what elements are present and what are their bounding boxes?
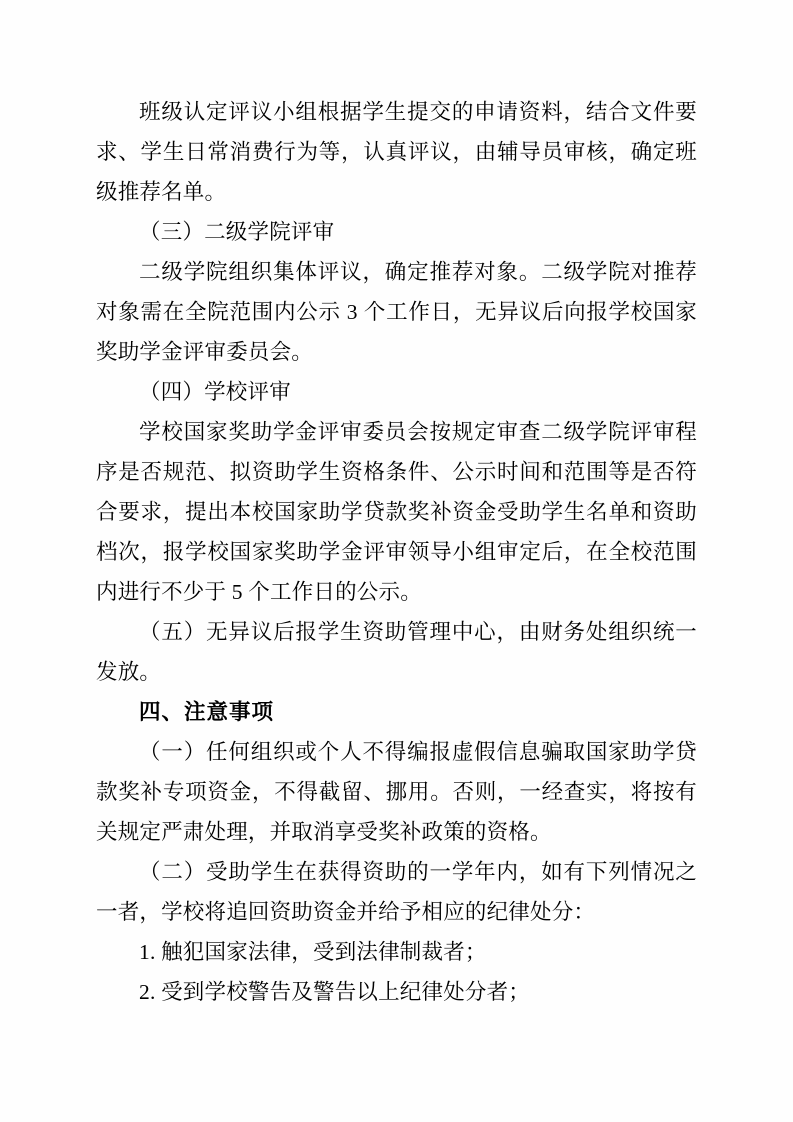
document-body	[96, 92, 697, 1012]
paragraph: （五）无异议后报学生资助管理中心，由财务处组织统一发放。	[96, 620, 697, 684]
paragraph: 二级学院组织集体评议，确定推荐对象。二级学院对推荐对象需在全院范围内公示 3 个工作日，无异议后向报学校国家奖助学金评审委员会。	[96, 260, 697, 364]
paragraph: （二）受助学生在获得资助的一学年内，如有下列情况之一者，学校将追回资助资金并给予相应的纪律处分：	[96, 860, 697, 924]
section-heading-notes: 四、注意事项	[139, 700, 275, 724]
list-item: 2. 受到学校警告及警告以上纪律处分者；	[139, 980, 531, 1004]
paragraph: 学校国家奖助学金评审委员会按规定审查二级学院评审程序是否规范、拟资助学生资格条件、公示时间和范围等是否符合要求，提出本校国家助学贷款奖补资金受助学生名单和资助档次，报学校国家奖助学金评审领导小组审定后，在全校范围内进行不少于 5 个工作日的公示。	[96, 420, 697, 604]
paragraph: （一）任何组织或个人不得编报虚假信息骗取国家助学贷款奖补专项资金，不得截留、挪用。否则，一经查实，将按有关规定严肃处理，并取消享受奖补政策的资格。	[96, 740, 697, 844]
paragraph-section-heading-four: （四）学校评审	[139, 380, 291, 404]
paragraph: 班级认定评议小组根据学生提交的申请资料，结合文件要求、学生日常消费行为等，认真评议，由辅导员审核，确定班级推荐名单。	[96, 100, 697, 204]
list-item: 1. 触犯国家法律，受到法律制裁者；	[139, 940, 487, 964]
paragraph-section-heading-three: （三）二级学院评审	[139, 220, 335, 244]
